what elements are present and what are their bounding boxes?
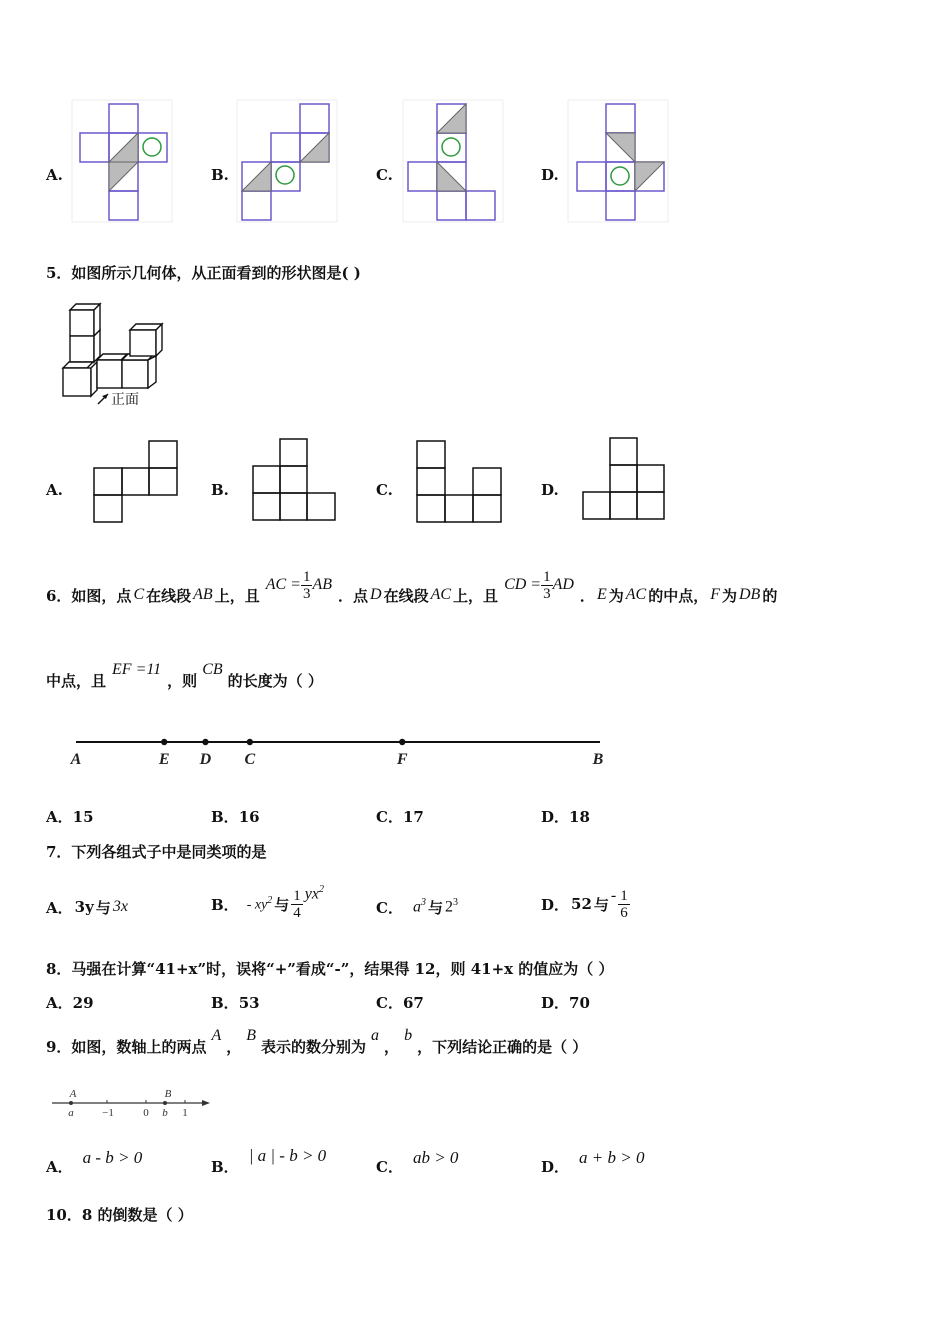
q9-option-d bbox=[541, 1140, 644, 1176]
q7-option-b bbox=[211, 872, 324, 936]
q9-axis-label-a: a bbox=[68, 1107, 74, 1119]
q6-option-b bbox=[211, 806, 260, 827]
q6-option-b-letter: B． bbox=[211, 808, 239, 826]
q6-option-c bbox=[376, 806, 424, 827]
q7-option-c-term2-exp: 3 bbox=[452, 897, 458, 909]
q4-net-c bbox=[403, 100, 503, 225]
q8-option-c-value: 67 bbox=[402, 994, 424, 1012]
q6-text-8: 为 bbox=[608, 586, 624, 605]
q4-net-b bbox=[237, 100, 337, 225]
q5-front-label: 正面 bbox=[111, 392, 139, 408]
q6-text-6: 上，且 bbox=[453, 586, 499, 605]
q8-option-a bbox=[46, 992, 94, 1013]
q6-point-e-dot bbox=[161, 739, 167, 745]
q6-option-d-value: 18 bbox=[569, 808, 590, 826]
q6-segment-cb: CB bbox=[202, 661, 223, 678]
q6-equation-1 bbox=[266, 569, 332, 602]
q6-segment-ac: AC bbox=[430, 586, 452, 603]
q8-option-b-letter: B． bbox=[211, 994, 239, 1012]
q6-option-d-letter: D． bbox=[541, 808, 570, 826]
q7-option-b-fraction bbox=[291, 888, 303, 921]
q8-option-d-value: 70 bbox=[569, 994, 590, 1012]
q6-point-e: E bbox=[596, 586, 607, 603]
q7-option-a-connector: 与 bbox=[95, 898, 111, 917]
q6-text-10: 为 bbox=[721, 586, 737, 605]
q6-eq2-right: AD bbox=[552, 576, 574, 593]
q7-option-b-term1-exp: 2 bbox=[267, 894, 273, 906]
q8-option-d-letter: D． bbox=[541, 994, 570, 1012]
q6-point-c-dot bbox=[247, 739, 253, 745]
q7-option-a bbox=[46, 878, 128, 936]
q7-option-c-term2-base: 2 bbox=[444, 898, 453, 916]
q7-option-d-connector: 与 bbox=[593, 895, 609, 914]
q6-option-a-value: 15 bbox=[72, 808, 94, 826]
q9-option-c-letter: C． bbox=[376, 1157, 403, 1176]
q7-option-c-term2 bbox=[445, 897, 458, 916]
q9-option-d-expr: a + b > 0 bbox=[579, 1148, 645, 1167]
q6-point-c-label: C bbox=[244, 751, 256, 768]
q9-axis-label-a-upper: A bbox=[69, 1088, 77, 1100]
q5-view-c bbox=[417, 440, 507, 525]
q4-option-b-label: B. bbox=[211, 166, 229, 184]
q6-option-a-letter: A． bbox=[46, 808, 73, 826]
q6-text-9: 的中点， bbox=[648, 586, 709, 605]
q8-option-d bbox=[541, 992, 590, 1013]
q6-eq2-fraction bbox=[541, 569, 553, 602]
q7-option-d-den: 6 bbox=[620, 904, 628, 921]
q4-option-c-label: C. bbox=[376, 166, 393, 184]
q6-eq2-num: 1 bbox=[543, 568, 551, 585]
q6-line2-text-1: 中点，且 bbox=[46, 671, 107, 690]
q6-segment-ab: AB bbox=[193, 586, 213, 603]
q6-segment-db: DB bbox=[739, 586, 761, 603]
q9-point-b: B bbox=[246, 1027, 257, 1044]
q7-option-d-term1: 52 bbox=[571, 895, 592, 913]
q7-option-c bbox=[376, 878, 458, 936]
q7-option-b-connector: 与 bbox=[274, 895, 290, 914]
q6-option-d bbox=[541, 806, 590, 827]
q7-stem: 7．下列各组式子中是同类项的是 bbox=[46, 843, 267, 861]
q9-value-a: a bbox=[371, 1027, 380, 1044]
q7-option-c-term1-base: a bbox=[412, 898, 421, 916]
q6-point-f-dot bbox=[399, 739, 405, 745]
q5-view-b bbox=[252, 438, 342, 523]
q9-option-b bbox=[211, 1138, 326, 1174]
q6-option-c-value: 17 bbox=[402, 808, 424, 826]
q4-net-a bbox=[72, 100, 172, 225]
q7-option-d-fraction bbox=[618, 888, 630, 921]
q6-point-d: D bbox=[370, 586, 382, 603]
q7-option-b-letter: B． bbox=[211, 895, 239, 914]
q8-option-c-letter: C． bbox=[376, 994, 403, 1012]
q9-point-a: A bbox=[211, 1027, 222, 1044]
q9-axis-label-minus-one: −1 bbox=[102, 1107, 114, 1119]
q6-point-d-dot bbox=[202, 739, 208, 745]
q6-point-a-label: A bbox=[70, 751, 82, 768]
q6-stem-line1 bbox=[46, 565, 777, 625]
q8-option-a-letter: A． bbox=[46, 994, 73, 1012]
q6-text-4: ．点 bbox=[338, 586, 369, 605]
q5-option-a-label: A. bbox=[46, 481, 63, 499]
q9-text-1: 9．如图，数轴上的两点 bbox=[46, 1037, 207, 1056]
q6-point-b-label: B bbox=[592, 751, 604, 768]
q6-stem-line2 bbox=[46, 660, 323, 700]
q5-stem: 5．如图所示几何体，从正面看到的形状图是( ) bbox=[46, 264, 361, 282]
q9-value-b: b bbox=[404, 1027, 413, 1044]
q9-option-a bbox=[46, 1140, 142, 1176]
q6-text-1: 6．如图，点 bbox=[46, 586, 132, 605]
q7-option-b-term2-base: yx bbox=[304, 885, 319, 903]
q9-text-3: ，下列结论正确的是（ ） bbox=[417, 1037, 588, 1056]
q9-option-c bbox=[376, 1140, 458, 1176]
q6-eq2-left: CD = bbox=[504, 576, 542, 593]
q6-text-3: 上，且 bbox=[214, 586, 260, 605]
q5-option-d-label: D. bbox=[541, 481, 559, 499]
q7-option-b-term2 bbox=[305, 884, 324, 903]
q7-option-c-connector: 与 bbox=[427, 898, 443, 917]
q6-option-c-letter: C． bbox=[376, 808, 403, 826]
q7-option-d bbox=[541, 872, 630, 936]
q5-option-b-label: B. bbox=[211, 481, 229, 499]
q9-axis-label-b-upper: B bbox=[164, 1088, 172, 1100]
q6-text-7: ． bbox=[579, 586, 595, 605]
q7-option-a-letter: A． bbox=[46, 898, 73, 917]
q9-axis-label-zero: 0 bbox=[143, 1107, 149, 1119]
q6-segment-ac-2: AC bbox=[625, 586, 647, 603]
q8-option-c bbox=[376, 992, 424, 1013]
q6-eq2-den: 3 bbox=[543, 585, 551, 602]
q9-option-d-letter: D． bbox=[541, 1157, 570, 1176]
q5-option-c-label: C. bbox=[376, 481, 393, 499]
q7-option-b-term1 bbox=[247, 895, 273, 914]
q6-point-e-label: E bbox=[158, 751, 170, 768]
q5-view-d bbox=[582, 437, 672, 522]
q6-option-b-value: 16 bbox=[238, 808, 260, 826]
q6-option-a bbox=[46, 806, 94, 827]
q7-option-c-term1 bbox=[413, 897, 426, 916]
q9-option-b-expr: | a | - b > 0 bbox=[248, 1146, 327, 1165]
q6-point-f: F bbox=[710, 586, 720, 603]
q5-view-a bbox=[94, 440, 184, 525]
q6-line2-equation: EF =11 bbox=[112, 661, 162, 678]
q8-stem: 8．马强在计算“41+x”时，误将“+”看成“-”，结果得 12，则 41+x 的值应为（ ） bbox=[46, 960, 614, 978]
q9-stem bbox=[46, 1026, 587, 1066]
q8-option-a-value: 29 bbox=[72, 994, 94, 1012]
q6-eq1-fraction bbox=[301, 569, 313, 602]
q7-option-b-den: 4 bbox=[293, 904, 301, 921]
q4-net-d bbox=[568, 100, 668, 225]
q6-point-c: C bbox=[133, 586, 145, 603]
q6-text-11: 的 bbox=[762, 586, 778, 605]
q5-solid-figure bbox=[58, 300, 178, 415]
q9-option-c-expr: ab > 0 bbox=[412, 1148, 459, 1167]
q7-option-d-minus: - bbox=[610, 887, 617, 904]
q6-point-d-label: D bbox=[199, 751, 212, 768]
q7-option-a-term2: 3x bbox=[112, 898, 128, 915]
q7-option-b-term1-base: - xy bbox=[246, 897, 268, 913]
q6-eq1-left: AC = bbox=[265, 576, 301, 593]
q7-option-b-term2-exp: 2 bbox=[319, 884, 324, 896]
q9-text-2: 表示的数分别为 bbox=[261, 1037, 367, 1056]
q7-option-c-term1-exp: 3 bbox=[420, 897, 426, 909]
q7-option-a-term1: 3y bbox=[74, 898, 94, 916]
q6-text-5: 在线段 bbox=[383, 586, 429, 605]
q9-option-a-expr: a - b > 0 bbox=[82, 1148, 143, 1167]
q4-option-d-label: D. bbox=[541, 166, 559, 184]
q6-text-2: 在线段 bbox=[146, 586, 192, 605]
q6-eq1-den: 3 bbox=[302, 585, 311, 602]
q7-option-c-letter: C． bbox=[376, 898, 403, 917]
q8-option-b bbox=[211, 992, 260, 1013]
q7-option-d-letter: D． bbox=[541, 895, 570, 914]
q9-number-line bbox=[50, 1086, 220, 1122]
q6-eq1-num: 1 bbox=[302, 568, 311, 585]
q9-axis-label-one: 1 bbox=[182, 1107, 188, 1119]
q6-line2-text-2: ，则 bbox=[167, 671, 198, 690]
q6-point-f-label: F bbox=[396, 751, 408, 768]
q6-line2-text-3: 的长度为（ ） bbox=[227, 671, 323, 690]
q7-option-b-num: 1 bbox=[293, 887, 301, 904]
q6-eq1-right: AB bbox=[312, 576, 332, 593]
q8-option-b-value: 53 bbox=[238, 994, 260, 1012]
q6-equation-2 bbox=[504, 569, 574, 602]
q4-option-a-label: A. bbox=[46, 166, 63, 184]
q9-option-b-letter: B． bbox=[211, 1157, 239, 1176]
q9-comma-2: ， bbox=[384, 1037, 400, 1056]
q9-option-a-letter: A． bbox=[46, 1157, 73, 1176]
q9-comma-1: ， bbox=[226, 1037, 242, 1056]
q9-axis-label-b: b bbox=[162, 1107, 168, 1119]
q10-stem: 10．8 的倒数是（ ） bbox=[46, 1206, 193, 1224]
q6-segment-diagram bbox=[60, 728, 620, 773]
q7-option-d-num: 1 bbox=[620, 887, 628, 904]
